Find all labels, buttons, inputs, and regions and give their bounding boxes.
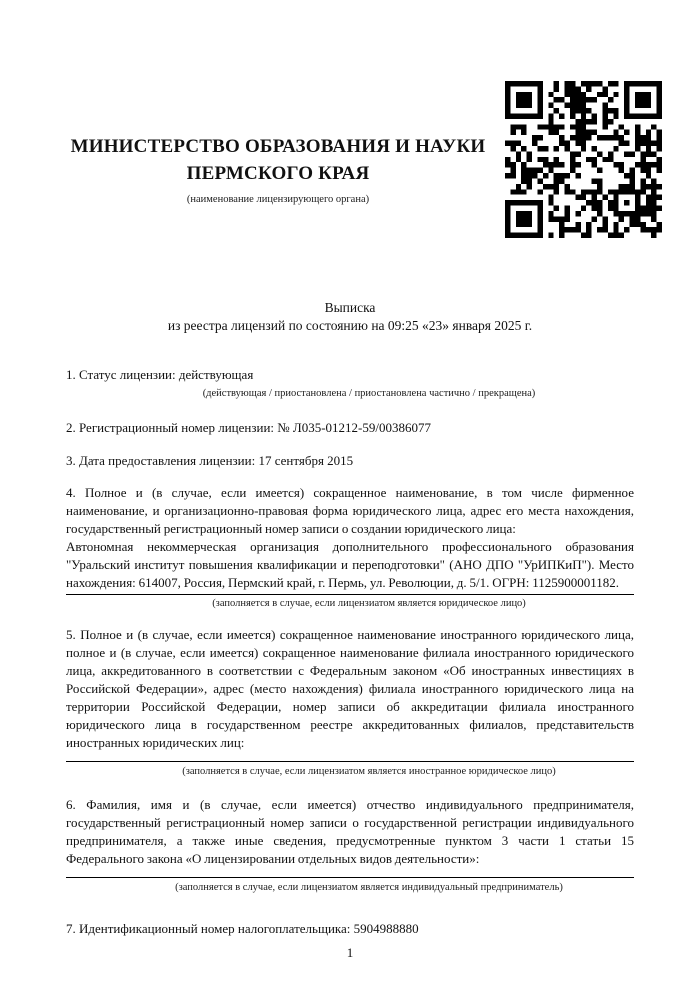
document-title-line1: Выписка: [324, 300, 376, 315]
page-number: 1: [346, 945, 354, 960]
license-status-caption: (действующая / приостановлена / приостановлена частично / прекращена): [202, 388, 536, 399]
entrepreneur-question: 6. Фамилия, имя и (в случае, если имеется) отчество индивидуального предпринимателя, государственный регистрационный номер записи о государственной регистрации индивидуального предпринимателя, а также иные сведения, предусмотренные пунктом 3 части 1 статьи 15 Федерального закона «О лицензировании отдельных видов деятельности»:: [66, 797, 634, 866]
entrepreneur-caption: (заполняется в случае, если лицензиатом является индивидуальный предприниматель): [175, 882, 563, 893]
foreign-entity-section: [66, 626, 634, 778]
foreign-entity-question: 5. Полное и (в случае, если имеется) сокращенное наименование иностранного юридического лица, полное и (в случае, если имеется) сокращенное наименование филиала иностранного юридического лица, аккредитованного в соответствии с Федеральным законом «Об иностранных инвестициях в Российской Федерации», адрес (место нахождения) филиала иностранного юридического лица на территории Российской Федерации, номер записи об аккредитации филиала иностранного юридического лица в государственном реестре аккредитованных филиалов, представительств иностранных юридических лиц:: [66, 627, 634, 750]
legal-entity-question: 4. Полное и (в случае, если имеется) сокращенное наименование, в том числе фирменное наименование, и организационно-правовая форма юридического лица, адрес его места нахождения, государственный регистрационный номер записи о создании юридического лица:: [66, 485, 634, 536]
registration-number-item: 2. Регистрационный номер лицензии: № Л035-01212-59/00386077: [66, 420, 432, 435]
ministry-name-line1: МИНИСТЕРСТВО ОБРАЗОВАНИЯ И НАУКИ: [70, 136, 486, 157]
taxpayer-id-item: 7. Идентификационный номер налогоплательщика: 5904988880: [66, 921, 419, 936]
document-title: [66, 299, 634, 335]
foreign-entity-fill-line: [66, 761, 634, 762]
entrepreneur-fill-line: [66, 877, 634, 878]
license-status-item: 1. Статус лицензии: действующая: [66, 367, 254, 382]
grant-date-item: 3. Дата предоставления лицензии: 17 сентября 2015: [66, 453, 354, 468]
qr-code: [505, 81, 662, 238]
ministry-name-line2: ПЕРМСКОГО КРАЯ: [186, 163, 370, 184]
legal-entity-answer: Автономная некоммерческая организация дополнительного профессионального образования "Уральский институт повышения квалификации и переподготовки" (АНО ДПО "УрИПКиП"). Место нахождения: 614007, Россия, Пермский край, г. Пермь, ул. Революции, д. 5/1. ОГРН: 1125900001182.: [66, 539, 634, 590]
legal-entity-section: [66, 484, 634, 610]
legal-entity-caption: (заполняется в случае, если лицензиатом является юридическое лицо): [212, 598, 526, 609]
entrepreneur-section: [66, 796, 634, 894]
legal-entity-fill-line: [66, 594, 634, 595]
foreign-entity-caption: (заполняется в случае, если лицензиатом является иностранное юридическое лицо): [182, 766, 556, 777]
licensing-authority-header: [66, 133, 490, 206]
document-title-line2: из реестра лицензий по состоянию на 09:25 «23» января 2025 г.: [167, 318, 533, 333]
licensing-authority-caption: (наименование лицензирующего органа): [186, 194, 370, 205]
